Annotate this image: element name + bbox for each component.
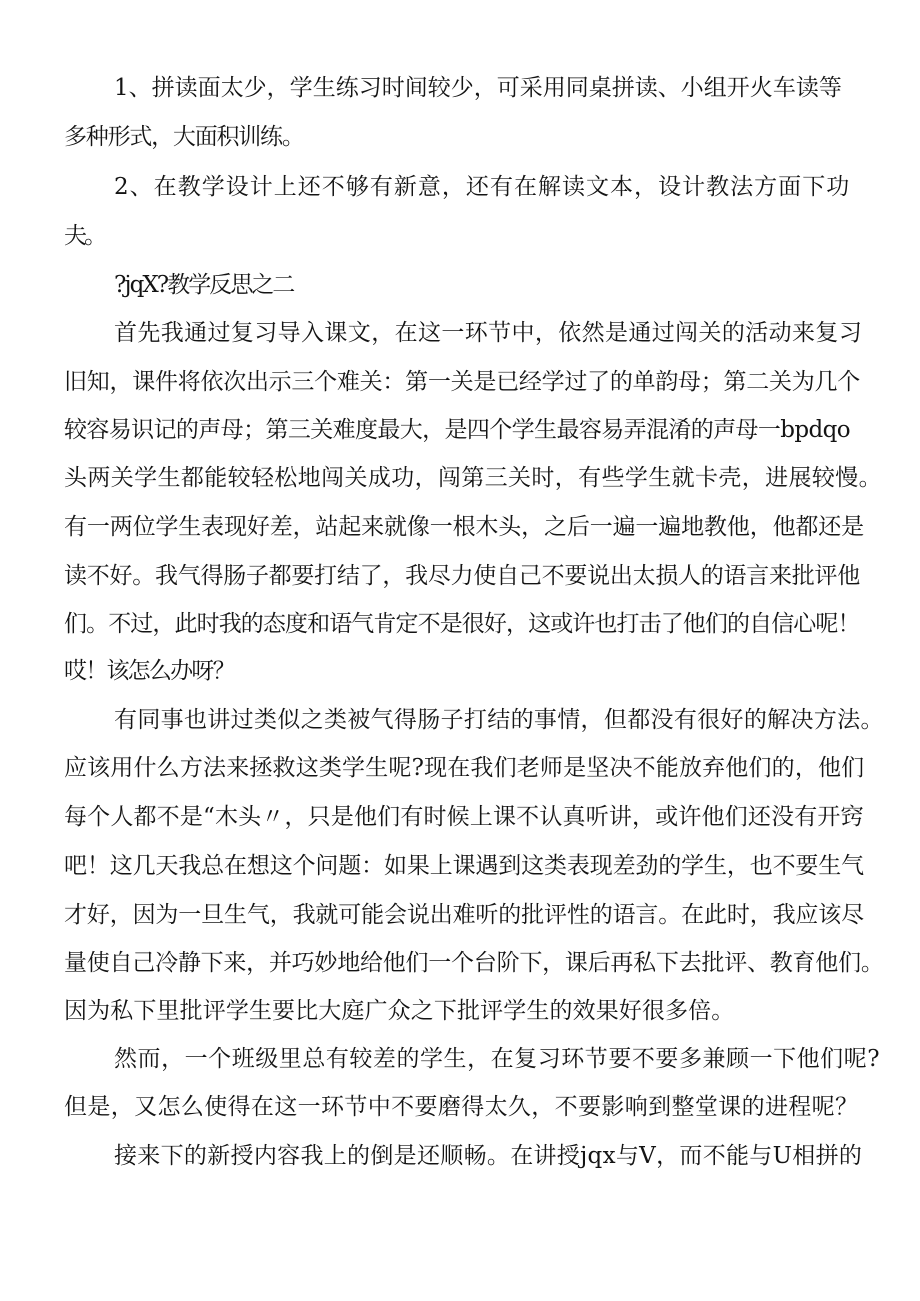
text-line: 们。不过，此时我的态度和语气肯定不是很好，这或许也打击了他们的自信心呢！ [64,611,860,637]
text-line: 但是，又怎么使得在这一环节中不要磨得太久，不要影响到整堂课的进程呢？ [64,1094,859,1120]
text-line: 有一两位学生表现好差，站起来就像一根木头，之后一遍一遍地教他，他都还是 [64,514,865,540]
text-line: 每个人都不是“木头〃，只是他们有时候上课不认真听讲，或许他们还没有开窍 [64,804,864,830]
text-line: 才好，因为一旦生气，我就可能会说出难听的批评性的语言。在此时，我应该尽 [64,902,865,928]
text-line: 应该用什么方法来拯救这类学生呢?现在我们老师是坚决不能放弃他们的，他们 [64,755,865,781]
text-line: 较容易识记的声母；第三关难度最大，是四个学生最容易弄混淆的声母一bpdqo [64,417,850,443]
text-line: 有同事也讲过类似之类被气得肠子打结的事情，但都没有很好的解决方法。 [114,707,884,733]
text-line: 接来下的新授内容我上的倒是还顺畅。在讲授jqx与V，而不能与U相拼的 [114,1143,863,1169]
text-line: 夫。 [64,223,105,249]
text-line: 1、拼读面太少，学生练习时间较少，可采用同桌拼读、小组开火车读等 [114,75,842,101]
text-line: 然而，一个班级里总有较差的学生，在复习环节要不要多兼顾一下他们呢? [114,1046,881,1072]
text-line: 量使自己冷静下来，并巧妙地给他们一个台阶下，课后再私下去批评、教育他们。 [64,950,884,976]
section-heading: ?jqX?教学反思之二 [114,272,294,298]
text-line: 多种形式，大面积训练。 [64,124,304,150]
text-line: 哎！该怎么办呀？ [64,658,234,684]
text-line: 吧！这几天我总在想这个问题：如果上课遇到这类表现差劲的学生，也不要生气 [64,853,865,879]
text-line: 读不好。我气得肠子都要打结了，我尽力使自己不要说出太损人的语言来批评他 [64,563,861,589]
text-line: 因为私下里批评学生要比大庭广众之下批评学生的效果好很多倍。 [64,998,735,1024]
text-line: 头两关学生都能较轻松地闯关成功，闯第三关时，有些学生就卡壳，进展较慢。 [64,465,882,491]
text-line: 2、在教学设计上还不够有新意，还有在解读文本，设计教法方面下功 [114,174,851,200]
text-line: 旧知，课件将依次出示三个难关：第一关是已经学过了的单韵母；第二关为几个 [64,369,861,395]
text-line: 首先我通过复习导入课文，在这一环节中，依然是通过闯关的活动来复习 [114,320,863,346]
